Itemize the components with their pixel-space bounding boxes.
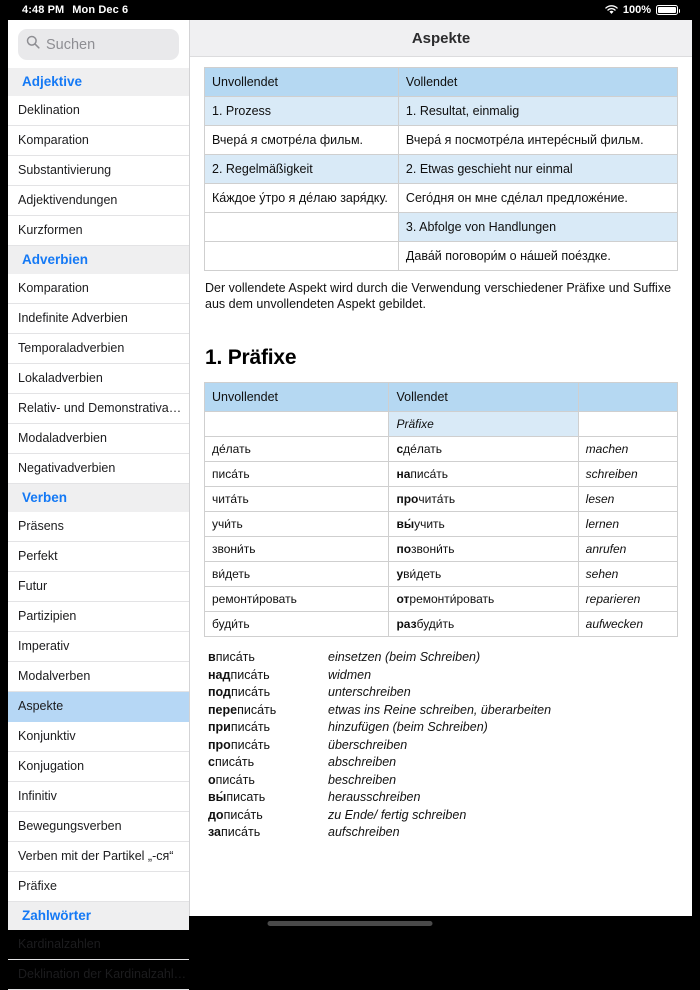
prefix-text: о bbox=[208, 772, 216, 787]
sidebar-section-adverbien: Adverbien bbox=[8, 246, 189, 274]
sidebar-item-futur[interactable]: Futur bbox=[8, 572, 189, 602]
table-row bbox=[205, 97, 678, 126]
verb-translation: etwas ins Reine schreiben, überarbeiten bbox=[328, 702, 552, 717]
battery-icon bbox=[656, 5, 678, 15]
stem-text: писа́ть bbox=[230, 667, 270, 682]
verb-form bbox=[208, 684, 328, 702]
stem-text: чита́ть bbox=[418, 492, 456, 506]
translation-cell: lesen bbox=[578, 487, 677, 512]
list-item bbox=[208, 684, 678, 702]
prefix-text: от bbox=[396, 592, 410, 606]
table-row bbox=[205, 437, 678, 462]
stem-text: писа́ть bbox=[223, 807, 263, 822]
sidebar-section-adjektive: Adjektive bbox=[8, 68, 189, 96]
prefix-text: над bbox=[208, 667, 231, 682]
stem-text: писа́ть bbox=[237, 702, 277, 717]
list-item bbox=[208, 737, 678, 755]
table-cell bbox=[205, 242, 399, 271]
table-row bbox=[205, 184, 678, 213]
prefix-text: до bbox=[208, 807, 224, 822]
column-header: Unvollendet bbox=[205, 68, 399, 97]
verb-translation: einsetzen (beim Schreiben) bbox=[328, 650, 481, 664]
verb-form bbox=[208, 789, 328, 807]
prefix-text: с bbox=[396, 442, 404, 456]
verb-translation: zu Ende/ fertig schreiben bbox=[328, 807, 467, 822]
verb-form bbox=[208, 737, 328, 755]
sidebar-item-pr-sens[interactable]: Präsens bbox=[8, 512, 189, 542]
list-item bbox=[208, 824, 678, 842]
search-container bbox=[8, 20, 189, 68]
table-cell: 1. Resultat, einmalig bbox=[398, 97, 677, 126]
status-bar-left bbox=[22, 4, 128, 16]
table-row bbox=[205, 213, 678, 242]
verb-form bbox=[208, 719, 328, 737]
translation-cell: lernen bbox=[578, 512, 677, 537]
table-cell bbox=[578, 412, 677, 437]
stem-text: ремонти́ровать bbox=[409, 592, 495, 606]
stem-text: писа́ть bbox=[230, 685, 271, 699]
sidebar-item-indefinite-adverbien[interactable]: Indefinite Adverbien bbox=[8, 304, 189, 334]
sidebar-section-zahlwörter: Zahlwörter bbox=[8, 902, 189, 930]
verb-translation: überschreiben bbox=[328, 737, 408, 752]
table-cell: Вчера́ я посмотре́ла интере́сный фильм. bbox=[398, 126, 677, 155]
verb-form bbox=[208, 702, 328, 720]
status-date: Mon Dec 6 bbox=[72, 4, 129, 16]
imperfective-cell: ви́деть bbox=[205, 562, 389, 587]
verb-form bbox=[208, 807, 328, 825]
sidebar-item-imperativ[interactable]: Imperativ bbox=[8, 632, 189, 662]
aspect-table-body bbox=[205, 68, 678, 271]
sidebar-item-deklination-der-kardinalzahl[interactable]: Deklination der Kardinalzahl… bbox=[8, 960, 189, 990]
translation-cell: machen bbox=[578, 437, 677, 462]
table-cell: Сего́дня он мне сде́лал предложе́ние. bbox=[398, 184, 677, 213]
home-indicator[interactable] bbox=[268, 921, 433, 926]
verb-translation: aufschreiben bbox=[328, 825, 400, 839]
table-cell: Вчера́ я смотре́ла фильм. bbox=[205, 126, 399, 155]
perfective-cell bbox=[389, 537, 578, 562]
translation-cell: sehen bbox=[578, 562, 677, 587]
prefix-text: вы́ bbox=[208, 790, 227, 804]
table-row bbox=[205, 126, 678, 155]
stem-text: де́лать bbox=[403, 442, 442, 456]
stem-text: буди́ть bbox=[416, 617, 455, 631]
table-cell: Дава́й поговори́м о на́шей пое́здке. bbox=[398, 242, 677, 271]
list-item bbox=[208, 649, 678, 667]
verb-translation: hinzufügen (beim Schreiben) bbox=[328, 720, 488, 734]
sidebar-item-lokaladverbien[interactable]: Lokaladverbien bbox=[8, 364, 189, 394]
table-row bbox=[205, 155, 678, 184]
sidebar-item-adjektivendungen[interactable]: Adjektivendungen bbox=[8, 186, 189, 216]
imperfective-cell: звони́ть bbox=[205, 537, 389, 562]
page-title: Aspekte bbox=[411, 29, 471, 47]
table-row bbox=[205, 487, 678, 512]
stem-text: писа́ть bbox=[230, 737, 271, 752]
navigation-bar bbox=[190, 20, 692, 57]
prefix-text: за bbox=[208, 825, 222, 839]
sidebar-item-konjugation[interactable]: Konjugation bbox=[8, 752, 189, 782]
table-cell: Ка́ждое у́тро я де́лаю заря́дку. bbox=[205, 184, 399, 213]
stem-text: писа́ть bbox=[215, 650, 255, 664]
table-cell: 1. Prozess bbox=[205, 97, 399, 126]
sidebar-item-kurzformen[interactable]: Kurzformen bbox=[8, 216, 189, 246]
search-placeholder: Suchen bbox=[46, 36, 96, 53]
search-input[interactable] bbox=[18, 29, 179, 60]
imperfective-cell: де́лать bbox=[205, 437, 389, 462]
prefix-text: под bbox=[208, 685, 231, 699]
verb-form bbox=[208, 824, 328, 842]
perfective-cell bbox=[389, 562, 578, 587]
prefix-text: пере bbox=[208, 702, 238, 717]
sidebar-item-kardinalzahlen[interactable]: Kardinalzahlen bbox=[8, 930, 189, 960]
stem-text: ви́деть bbox=[403, 567, 442, 581]
perfective-cell bbox=[389, 512, 578, 537]
prefix-text: вы́ bbox=[396, 517, 415, 531]
verb-list bbox=[208, 649, 678, 842]
sidebar-item-pr-fixe[interactable]: Präfixe bbox=[8, 872, 189, 902]
sidebar-item-verben-mit-der-partikel[interactable]: Verben mit der Partikel „-ся“ bbox=[8, 842, 189, 872]
prefix-text: у bbox=[396, 567, 404, 581]
list-item bbox=[208, 702, 678, 720]
table-cell bbox=[205, 412, 389, 437]
verb-translation: herausschreiben bbox=[328, 790, 421, 804]
stem-text: учить bbox=[414, 517, 445, 531]
sidebar-item-deklination[interactable]: Deklination bbox=[8, 96, 189, 126]
prefix-text: раз bbox=[396, 617, 417, 631]
column-header: Vollendet bbox=[389, 383, 578, 412]
table-row bbox=[205, 537, 678, 562]
stem-text: писать bbox=[226, 790, 266, 804]
verb-form bbox=[208, 649, 328, 667]
aspect-table bbox=[204, 67, 678, 271]
translation-cell: reparieren bbox=[578, 587, 677, 612]
verb-translation: widmen bbox=[328, 667, 372, 682]
search-icon bbox=[26, 35, 40, 54]
list-item bbox=[208, 719, 678, 737]
list-item bbox=[208, 789, 678, 807]
table-row bbox=[205, 612, 678, 637]
table-header-row bbox=[205, 383, 678, 412]
prefix-text: в bbox=[208, 650, 216, 664]
section-heading: 1. Präfixe bbox=[205, 346, 297, 369]
battery-percent: 100% bbox=[622, 4, 651, 16]
sidebar-item-perfekt[interactable]: Perfekt bbox=[8, 542, 189, 572]
table-row bbox=[205, 242, 678, 271]
table-header-row bbox=[205, 68, 678, 97]
sidebar-item-modaladverbien[interactable]: Modaladverbien bbox=[8, 424, 189, 454]
perfective-cell bbox=[389, 437, 578, 462]
table-cell: 2. Etwas geschieht nur einmal bbox=[398, 155, 677, 184]
table-cell: 3. Abfolge von Handlungen bbox=[398, 213, 677, 242]
prefix-text: при bbox=[208, 720, 231, 734]
wifi-icon bbox=[605, 5, 618, 15]
table-cell: 2. Regelmäßigkeit bbox=[205, 155, 399, 184]
verb-form bbox=[208, 667, 328, 685]
perfective-cell bbox=[389, 612, 578, 637]
table-cell: Präfixe bbox=[389, 412, 578, 437]
translation-cell: aufwecken bbox=[578, 612, 677, 637]
sidebar-item-substantivierung[interactable]: Substantivierung bbox=[8, 156, 189, 186]
table-row bbox=[205, 587, 678, 612]
imperfective-cell: учи́ть bbox=[205, 512, 389, 537]
prefix-text: про bbox=[396, 492, 419, 506]
intro-paragraph: Der vollendete Aspekt wird durch die Verwendung verschiedener Präfixe und Suffixe aus dem unvollendeten Aspekt gebildet. bbox=[205, 281, 672, 311]
prefix-table bbox=[204, 382, 678, 637]
prefix-text: по bbox=[396, 542, 412, 556]
sidebar-item-modalverben[interactable]: Modalverben bbox=[8, 662, 189, 692]
translation-cell: schreiben bbox=[578, 462, 677, 487]
imperfective-cell: ремонти́ровать bbox=[205, 587, 389, 612]
imperfective-cell: чита́ть bbox=[205, 487, 389, 512]
sidebar-list[interactable] bbox=[8, 68, 189, 990]
column-header bbox=[578, 383, 677, 412]
stem-text: писа́ть bbox=[221, 825, 261, 839]
sidebar-item-komparation[interactable]: Komparation bbox=[8, 126, 189, 156]
stem-text: звони́ть bbox=[411, 542, 455, 556]
sidebar bbox=[8, 20, 190, 981]
stem-text: писа́ть bbox=[410, 467, 449, 481]
prefix-table-body bbox=[205, 383, 678, 637]
list-item bbox=[208, 772, 678, 790]
column-header: Vollendet bbox=[398, 68, 677, 97]
stem-text: писа́ть bbox=[215, 772, 255, 787]
verb-translation: abschreiben bbox=[328, 755, 397, 769]
sidebar-section-verben: Verben bbox=[8, 484, 189, 512]
status-bar-right bbox=[605, 4, 678, 16]
table-row bbox=[205, 512, 678, 537]
verb-translation: beschreiben bbox=[328, 772, 397, 787]
stem-text: писа́ть bbox=[214, 755, 255, 769]
perfective-cell bbox=[389, 487, 578, 512]
column-header: Unvollendet bbox=[205, 383, 389, 412]
imperfective-cell: писа́ть bbox=[205, 462, 389, 487]
list-item bbox=[208, 667, 678, 685]
sidebar-item-partizipien[interactable]: Partizipien bbox=[8, 602, 189, 632]
sidebar-item-relativ-und-demonstrativa[interactable]: Relativ- und Demonstrativa… bbox=[8, 394, 189, 424]
table-row bbox=[205, 562, 678, 587]
prefix-text: с bbox=[208, 755, 215, 769]
prefix-text: на bbox=[396, 467, 411, 481]
perfective-cell bbox=[389, 587, 578, 612]
sidebar-item-aspekte[interactable]: Aspekte bbox=[8, 692, 189, 722]
content-pane bbox=[190, 20, 692, 916]
list-item bbox=[208, 754, 678, 772]
imperfective-cell: буди́ть bbox=[205, 612, 389, 637]
app-window bbox=[8, 20, 692, 981]
status-time: 4:48 PM bbox=[22, 4, 65, 16]
table-subheader-row bbox=[205, 412, 678, 437]
stem-text: писа́ть bbox=[230, 720, 271, 734]
verb-translation: unterschreiben bbox=[328, 685, 411, 699]
sidebar-item-negativadverbien[interactable]: Negativadverbien bbox=[8, 454, 189, 484]
sidebar-item-konjunktiv[interactable]: Konjunktiv bbox=[8, 722, 189, 752]
list-item bbox=[208, 807, 678, 825]
table-cell bbox=[205, 213, 399, 242]
sidebar-item-komparation[interactable]: Komparation bbox=[8, 274, 189, 304]
status-bar bbox=[0, 0, 700, 20]
sidebar-item-temporaladverbien[interactable]: Temporaladverbien bbox=[8, 334, 189, 364]
document-body[interactable] bbox=[190, 57, 692, 916]
translation-cell: anrufen bbox=[578, 537, 677, 562]
verb-form bbox=[208, 772, 328, 790]
prefix-text: про bbox=[208, 737, 231, 752]
verb-form bbox=[208, 754, 328, 772]
sidebar-item-infinitiv[interactable]: Infinitiv bbox=[8, 782, 189, 812]
sidebar-item-bewegungsverben[interactable]: Bewegungsverben bbox=[8, 812, 189, 842]
table-row bbox=[205, 462, 678, 487]
perfective-cell bbox=[389, 462, 578, 487]
